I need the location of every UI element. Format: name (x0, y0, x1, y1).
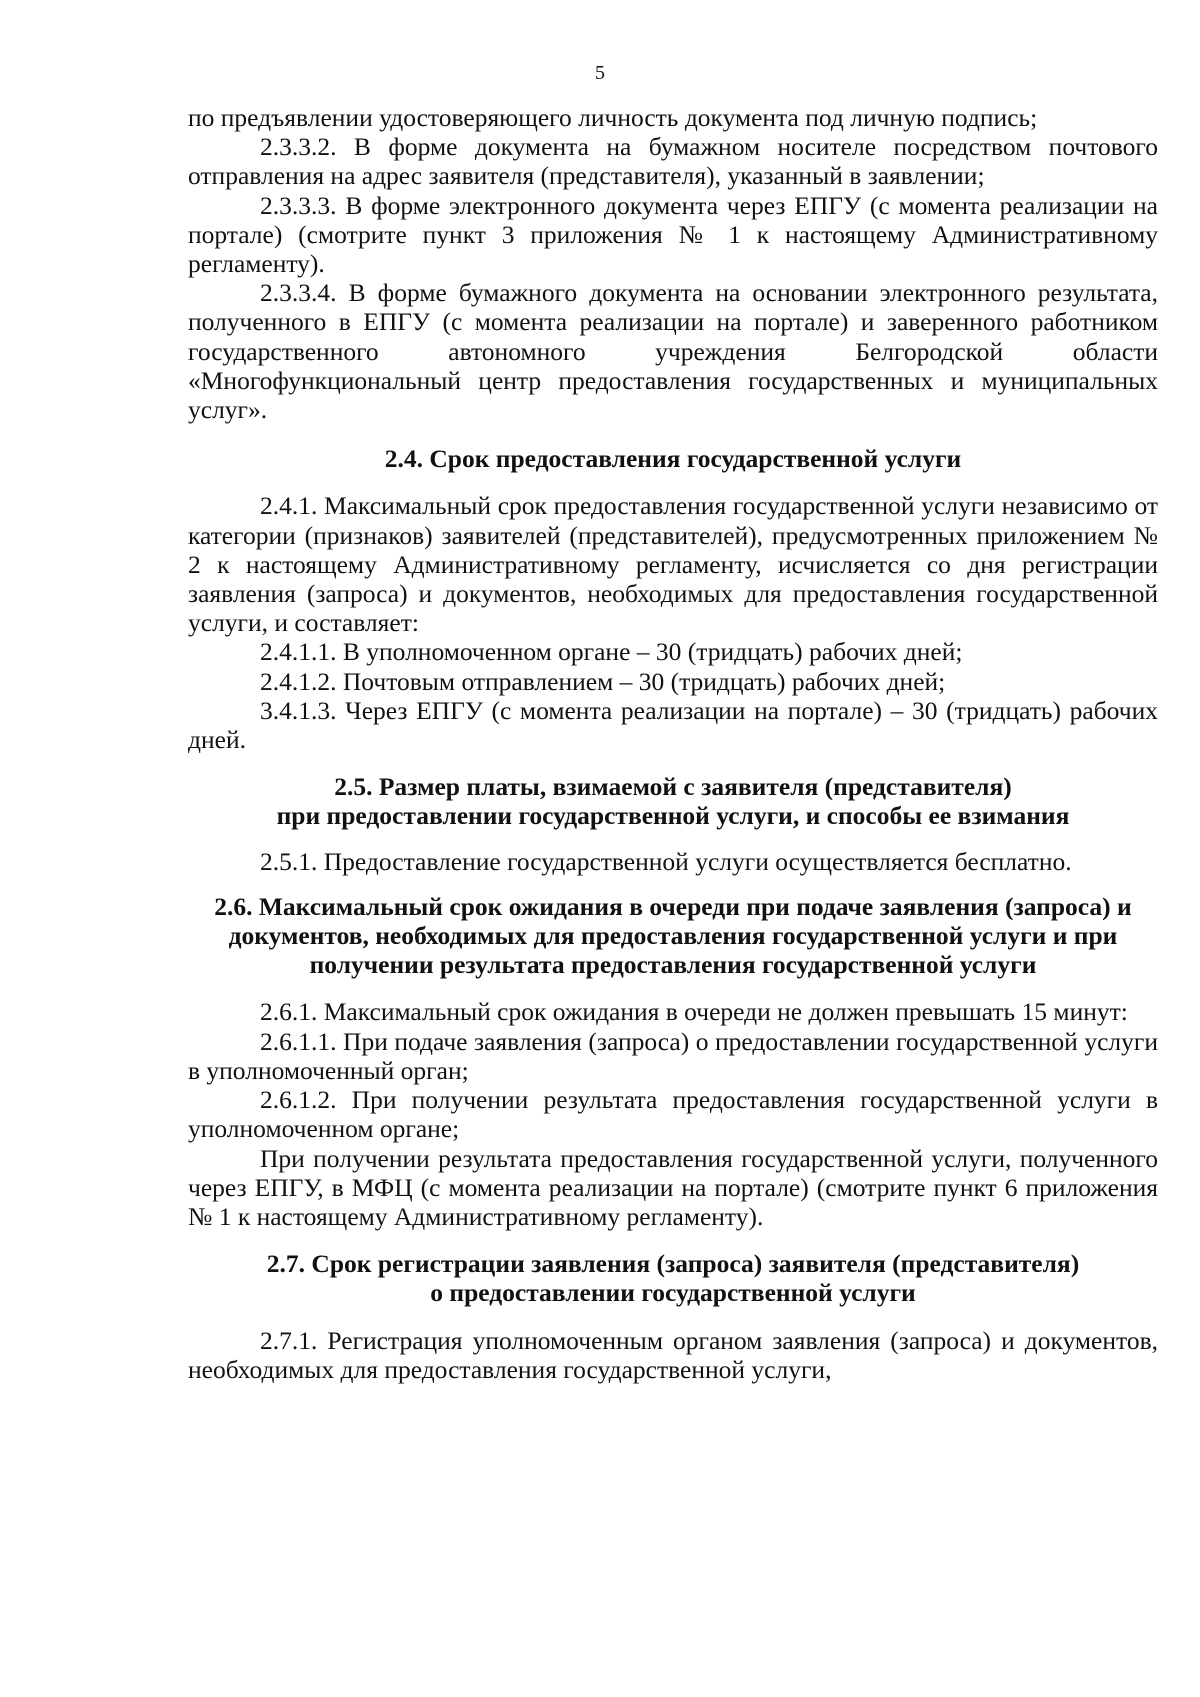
section-heading-2-5-line-2: при предоставлении государственной услуги, и способы ее взимания (276, 801, 1070, 831)
paragraph-2-4-1-1: 2.4.1.1. В уполномоченном органе – 30 (тридцать) рабочих дней; (260, 637, 963, 667)
paragraph-2-4-1-2: 2.4.1.2. Почтовым отправлением – 30 (тридцать) рабочих дней; (260, 666, 946, 696)
paragraph-2-3-3-4: 2.3.3.4. В форме бумажного документа на основании электронного результата, полученного в ЕПГУ (с момента реализации на портале) и заверенного работником государственного автономного учреждения Белгородской области «Многофункциональный центр предоставления государственных и муниципальных услуг». (188, 278, 1158, 425)
section-heading-2-5 (188, 772, 1158, 830)
section-heading-2-5-line-1: 2.5. Размер платы, взимаемой с заявителя (представителя) (334, 772, 1012, 802)
section-heading-2-7-line-1: 2.7. Срок регистрации заявления (запроса) заявителя (представителя) (266, 1249, 1080, 1279)
paragraph-2-4-1: 2.4.1. Максимальный срок предоставления государственной услуги независимо от категории (признаков) заявителей (представителей), предусмотренных приложением № 2 к настоящему Административному регламенту, исчисляется со дня регистрации заявления (запроса) и документов, необходимых для предоставления государственной услуги, и составляет: (188, 491, 1158, 638)
paragraph-2-6-1: 2.6.1. Максимальный срок ожидания в очереди не должен превышать 15 минут: (260, 997, 1128, 1027)
paragraph-2-7-1: 2.7.1. Регистрация уполномоченным органом заявления (запроса) и документов, необходимых для предоставления государственной услуги, (188, 1325, 1158, 1384)
paragraph-continuation: по предъявлении удостоверяющего личность документа под личную подпись; (188, 103, 1038, 132)
paragraph-2-3-3-2: 2.3.3.2. В форме документа на бумажном носителе посредством почтового отправления на адрес заявителя (представителя), указанный в заявлении; (188, 132, 1158, 191)
document-body (188, 103, 1158, 1384)
paragraph-mfc-result: При получении результата предоставления государственной услуги, полученного через ЕПГУ, в МФЦ (с момента реализации на портале) (смотрите пункт 6 приложения № 1 к настоящему Административному регламенту). (188, 1143, 1158, 1231)
section-heading-2-7 (188, 1249, 1158, 1307)
paragraph-3-4-1-3: 3.4.1.3. Через ЕПГУ (с момента реализации на портале) – 30 (тридцать) рабочих дней. (188, 695, 1158, 755)
section-heading-2-7-line-2: о предоставлении государственной услуги (430, 1278, 916, 1308)
section-heading-2-6: 2.6. Максимальный срок ожидания в очереди при подаче заявления (запроса) и документов, необходимых для предоставления государственной услуги и при получении результата предоставления государственной услуги (214, 891, 1132, 980)
paragraph-2-6-1-2: 2.6.1.2. При получении результата предоставления государственной услуги в уполномоченном органе; (188, 1085, 1158, 1144)
section-heading-2-4: 2.4. Срок предоставления государственной услуги (384, 444, 962, 474)
page-number: 5 (595, 62, 605, 84)
paragraph-2-6-1-1: 2.6.1.1. При подаче заявления (запроса) о предоставлении государственной услуги в уполномоченный орган; (188, 1026, 1158, 1085)
paragraph-2-3-3-3: 2.3.3.3. В форме электронного документа через ЕПГУ (с момента реализации на портале) (смотрите пункт 3 приложения № 1 к настоящему Административному регламенту). (188, 190, 1158, 279)
paragraph-2-5-1: 2.5.1. Предоставление государственной услуги осуществляется бесплатно. (260, 846, 1072, 876)
